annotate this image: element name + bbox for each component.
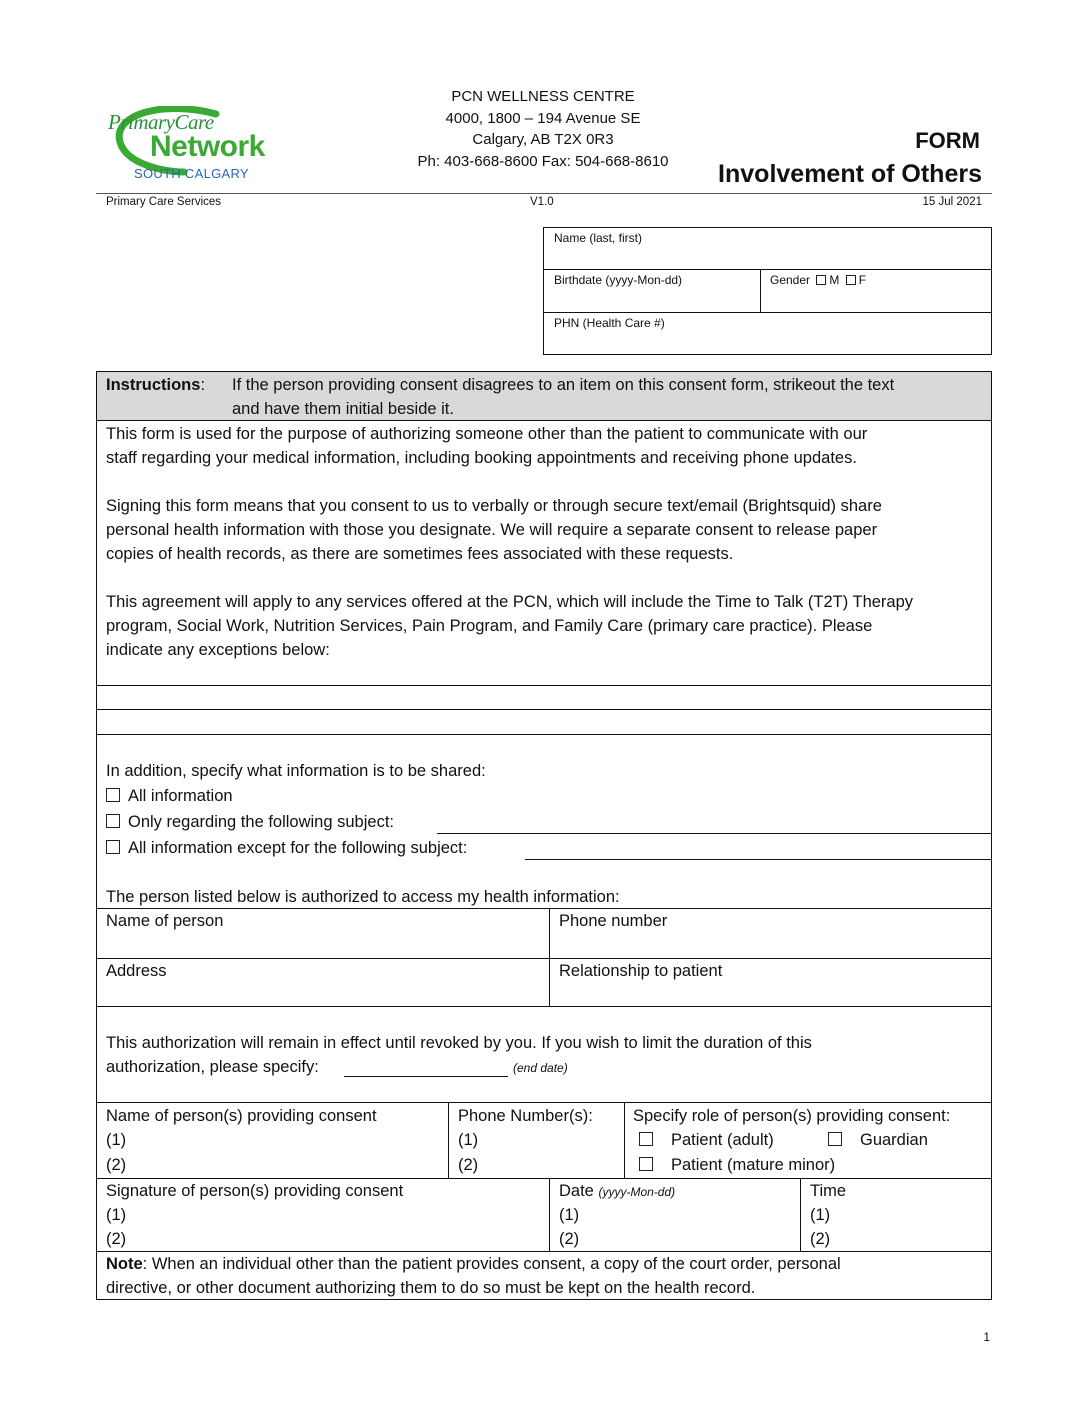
version: V1.0 [530,196,554,208]
clinic-address [380,86,706,172]
role-patient-adult: Patient (adult) [639,1128,774,1152]
authorized-person-relationship[interactable]: Relationship to patient [559,962,723,980]
consent-phone-header: Phone Number(s): [458,1107,593,1125]
form-title: Involvement of Others [718,160,982,188]
time-2[interactable]: (2) [810,1230,831,1248]
authorized-person-phone[interactable]: Phone number [559,912,668,930]
address-line-2: Calgary, AB T2X 0R3 [472,131,614,148]
time-header: Time [810,1182,847,1200]
gender-label: Gender [770,273,811,287]
gender-m-checkbox[interactable] [816,275,826,285]
gender-f-label: F [858,273,867,287]
org-name: PCN WELLNESS CENTRE [451,88,635,105]
birthdate-label: Birthdate (yyyy-Mon-dd) [554,273,683,287]
role-mature-minor: Patient (mature minor) [639,1153,835,1177]
option-except-subject: All information except for the following subject: [106,836,467,860]
note-label: Note [106,1255,143,1273]
phone-fax: Ph: 403-668-8600 Fax: 504-668-8610 [417,152,669,170]
option-only-subject: Only regarding the following subject: [106,810,394,834]
end-date-input[interactable] [344,1076,508,1077]
date-1[interactable]: (1) [559,1206,580,1224]
header-divider [96,193,992,194]
note-text: Note: When an individual other than the patient provides consent, a copy of the court order, personal directive, or other document authorizing them to do so must be kept on the health record. [106,1255,841,1297]
logo-line-1: PrimaryCare [108,110,214,134]
instructions-line-2: and have them initial beside it. [232,400,454,418]
authorized-statement: The person listed below is authorized to access my health information: [106,888,620,906]
end-date-hint: (end date) [513,1061,568,1075]
department: Primary Care Services [106,196,222,208]
exception-line-1[interactable] [97,686,991,709]
instructions-line-1: If the person providing consent disagrees to an item on this consent form, strikeout the text [232,376,895,394]
gender-m-label: M [829,273,840,287]
time-1[interactable]: (1) [810,1206,831,1224]
share-heading: In addition, specify what information is to be shared: [106,762,486,780]
option-all-information: All information [106,784,233,808]
except-subject-input[interactable] [525,859,992,860]
paragraph-purpose: This form is used for the purpose of authorizing someone other than the patient to communicate with our staff regarding your medical information, including booking appointments and receiving phone updates. [106,425,868,467]
exception-line-2[interactable] [97,710,991,733]
only-subject-input[interactable] [437,833,992,834]
except-subject-checkbox[interactable] [106,840,120,854]
signature-header: Signature of person(s) providing consent [106,1182,404,1200]
consent-phone-1[interactable]: (1) [458,1131,479,1149]
revision-date: 15 Jul 2021 [922,196,982,208]
patient-name-label: Name (last, first) [554,231,643,245]
patient-id-box [543,227,992,355]
authorized-person-address[interactable]: Address [106,962,167,980]
gender-field [770,273,866,287]
signature-2[interactable]: (2) [106,1230,127,1248]
role-guardian: Guardian [828,1128,928,1152]
consent-name-1[interactable]: (1) [106,1131,127,1149]
role-patient-adult-checkbox[interactable] [639,1132,653,1146]
address-line-1: 4000, 1800 – 194 Avenue SE [445,109,641,127]
signature-1[interactable]: (1) [106,1206,127,1224]
date-header: Date (yyyy-Mon-dd) [559,1182,676,1200]
role-guardian-checkbox[interactable] [828,1132,842,1146]
logo-line-2: Network [150,130,265,163]
phn-label: PHN (Health Care #) [554,316,665,330]
paragraph-consent: Signing this form means that you consent to us to verbally or through secure text/email (Brightsquid) share personal health information with those you designate. We will require a separate consent to release paper copies of health records, as there are sometimes fees associated with these requests. [106,497,882,563]
form-label: FORM [915,128,980,153]
consent-phone-2[interactable]: (2) [458,1156,479,1174]
all-information-checkbox[interactable] [106,788,120,802]
instructions-bar: Instructions: If the person providing consent disagrees to an item on this consent form, strikeout the text and have them initial beside it. [97,372,991,421]
duration-line-1: This authorization will remain in effect until revoked by you. If you wish to limit the duration of this [106,1034,812,1052]
role-mature-minor-checkbox[interactable] [639,1157,653,1171]
patient-name-field[interactable] [544,228,991,270]
consent-name-2[interactable]: (2) [106,1156,127,1174]
gender-f-checkbox[interactable] [846,275,856,285]
authorized-person-name[interactable]: Name of person [106,912,224,930]
duration-line-2: authorization, please specify: [106,1058,319,1076]
page-number: 1 [983,1330,990,1344]
instructions-label: Instructions [106,376,201,394]
date-2[interactable]: (2) [559,1230,580,1248]
pcn-logo [104,106,274,186]
consent-role-header: Specify role of person(s) providing consent: [633,1107,951,1125]
date-format-hint: (yyyy-Mon-dd) [598,1185,676,1199]
consent-name-header: Name of person(s) providing consent [106,1107,377,1125]
logo-line-3: SOUTH CALGARY [134,166,249,181]
consent-form-body [96,371,992,1300]
only-subject-checkbox[interactable] [106,814,120,828]
paragraph-services: This agreement will apply to any services offered at the PCN, which will include the Time to Talk (T2T) Therapy program, Social Work, Nutrition Services, Pain Program, and Family Care (primary care practice). Please indicate any exceptions below: [106,593,914,659]
